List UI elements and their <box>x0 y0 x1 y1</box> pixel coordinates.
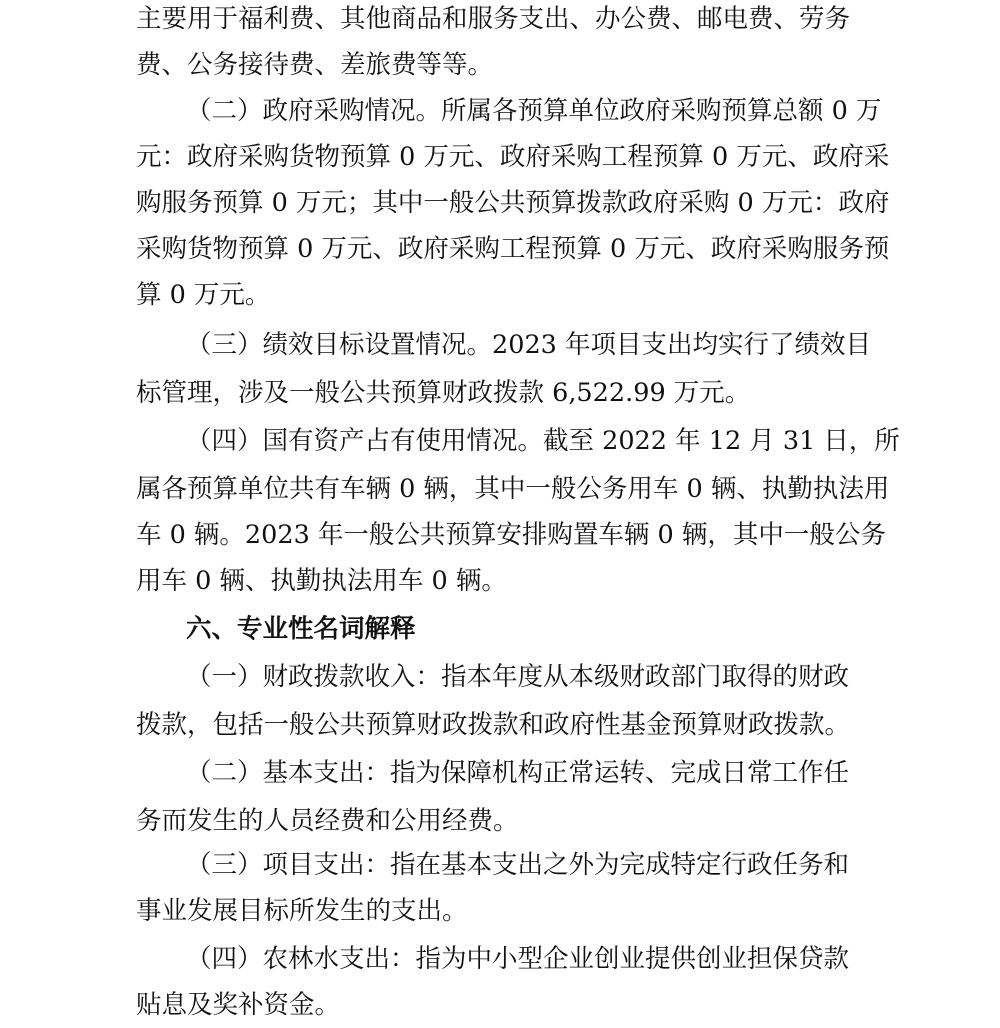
text-line: 采购货物预算 0 万元、政府采购工程预算 0 万元、政府采购服务预 <box>136 234 890 264</box>
text-line: 贴息及奖补资金。 <box>136 990 341 1020</box>
definition-line: （四）农林水支出：指为中小型企业创业提供创业担保贷款 <box>186 944 850 974</box>
definition-line: （一）财政拨款收入：指本年度从本级财政部门取得的财政 <box>186 662 850 692</box>
text-line: 购服务预算 0 万元；其中一般公共预算拨款政府采购 0 万元：政府 <box>136 188 890 218</box>
definition-line: （三）项目支出：指在基本支出之外为完成特定行政任务和 <box>186 850 850 880</box>
definition-line: （二）基本支出：指为保障机构正常运转、完成日常工作任 <box>186 758 850 788</box>
text-line: 车 0 辆。2023 年一般公共预算安排购置车辆 0 辆，其中一般公务 <box>136 520 886 550</box>
text-line: 元：政府采购货物预算 0 万元、政府采购工程预算 0 万元、政府采 <box>136 142 890 172</box>
text-line: 算 0 万元。 <box>136 280 271 310</box>
text-line: 事业发展目标所发生的支出。 <box>136 896 468 926</box>
text-line: 主要用于福利费、其他商品和服务支出、办公费、邮电费、劳务 <box>136 4 851 34</box>
text-line: 用车 0 辆、执勤执法用车 0 辆。 <box>136 566 507 596</box>
paragraph-heading-line: （二）政府采购情况。所属各预算单位政府采购预算总额 0 万 <box>186 96 882 126</box>
text-line: 拨款，包括一般公共预算财政拨款和政府性基金预算财政拨款。 <box>136 710 851 740</box>
text-line: 务而发生的人员经费和公用经费。 <box>136 806 519 836</box>
text-line: 费、公务接待费、差旅费等等。 <box>136 50 494 80</box>
text-line: 标管理，涉及一般公共预算财政拨款 6,522.99 万元。 <box>136 378 751 408</box>
paragraph-heading-line: （三）绩效目标设置情况。2023 年项目支出均实行了绩效目 <box>186 330 872 360</box>
section-heading: 六、专业性名词解释 <box>186 614 416 644</box>
text-line: 属各预算单位共有车辆 0 辆，其中一般公务用车 0 辆、执勤执法用 <box>136 474 890 504</box>
paragraph-heading-line: （四）国有资产占有使用情况。截至 2022 年 12 月 31 日，所 <box>186 426 900 456</box>
